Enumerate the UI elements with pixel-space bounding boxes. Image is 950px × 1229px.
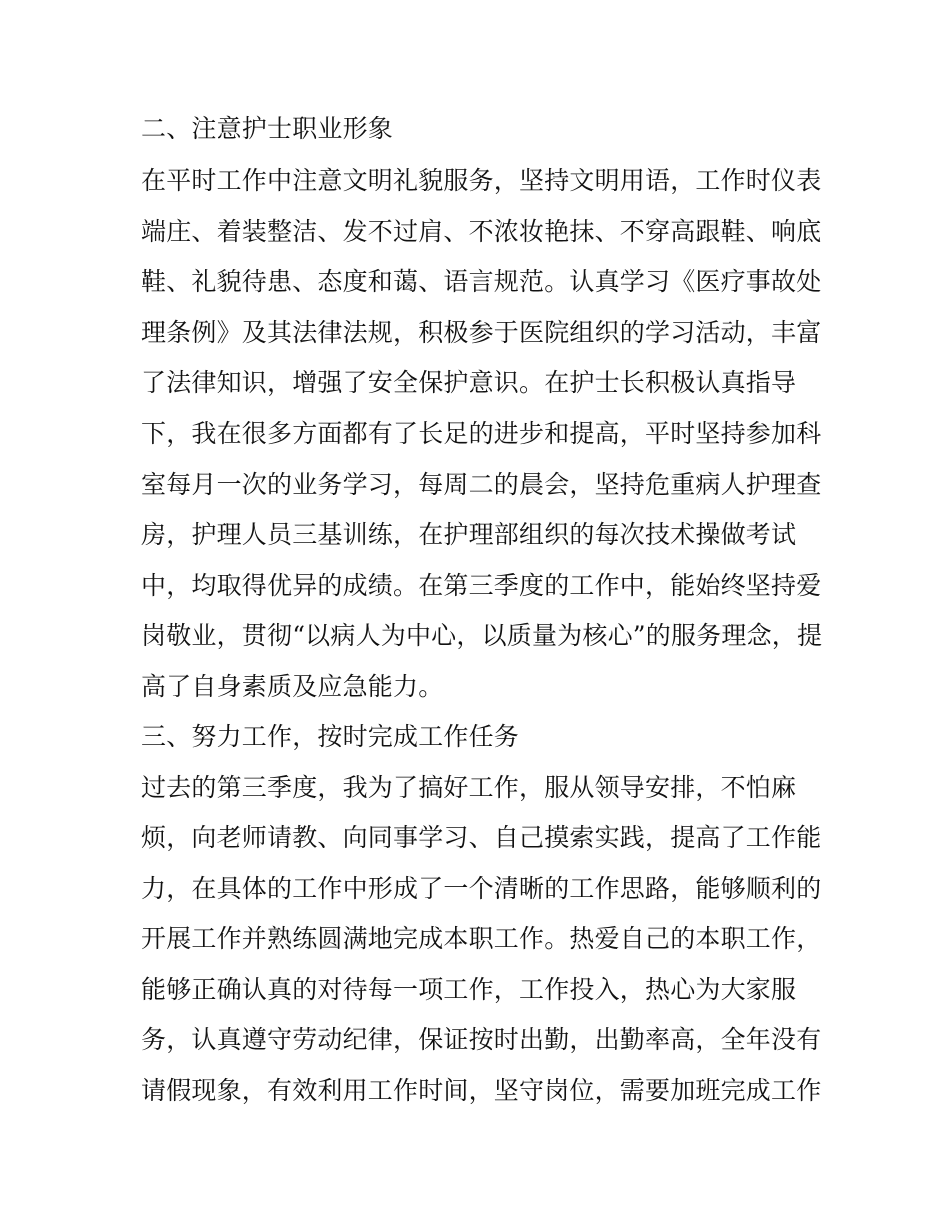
text-line: 岗敬业，贯彻“以病人为中心，以质量为核心”的服务理念，提 bbox=[141, 621, 823, 650]
text-line: 能够正确认真的对待每一项工作，工作投入，热心为大家服 bbox=[141, 975, 797, 1004]
text-line: 了法律知识，增强了安全保护意识。在护士长积极认真指导 bbox=[141, 368, 797, 397]
text-line: 房，护理人员三基训练，在护理部组织的每次技术操做考试 bbox=[141, 520, 797, 549]
text-line: 中，均取得优异的成绩。在第三季度的工作中，能始终坚持爱 bbox=[141, 571, 822, 600]
text-line: 理条例》及其法律法规，积极参于医院组织的学习活动，丰富 bbox=[141, 318, 822, 347]
text-line: 高了自身素质及应急能力。 bbox=[141, 672, 444, 701]
text-line: 端庄、着装整洁、发不过肩、不浓妆艳抹、不穿高跟鞋、响底 bbox=[141, 217, 822, 246]
section-heading-2: 二、注意护士职业形象 bbox=[141, 114, 394, 143]
text-line: 下，我在很多方面都有了长足的进步和提高，平时坚持参加科 bbox=[141, 419, 822, 448]
text-line: 过去的第三季度，我为了搞好工作，服从领导安排，不怕麻 bbox=[141, 773, 797, 802]
text-line: 开展工作并熟练圆满地完成本职工作。热爱自己的本职工作， bbox=[141, 924, 822, 953]
text-line: 力，在具体的工作中形成了一个清晰的工作思路，能够顺利的 bbox=[141, 874, 822, 903]
section-heading-3: 三、努力工作，按时完成工作任务 bbox=[141, 722, 520, 751]
text-line: 烦，向老师请教、向同事学习、自己摸索实践，提高了工作能 bbox=[141, 823, 822, 852]
text-line: 鞋、礼貌待患、态度和蔼、语言规范。认真学习《医疗事故处 bbox=[141, 267, 822, 296]
text-line: 务，认真遵守劳动纪律，保证按时出勤，出勤率高，全年没有 bbox=[141, 1025, 822, 1054]
text-line: 室每月一次的业务学习，每周二的晨会，坚持危重病人护理查 bbox=[141, 470, 822, 499]
text-line: 在平时工作中注意文明礼貌服务，坚持文明用语，工作时仪表 bbox=[141, 166, 822, 195]
text-line: 请假现象，有效利用工作时间，坚守岗位，需要加班完成工作 bbox=[141, 1076, 822, 1105]
